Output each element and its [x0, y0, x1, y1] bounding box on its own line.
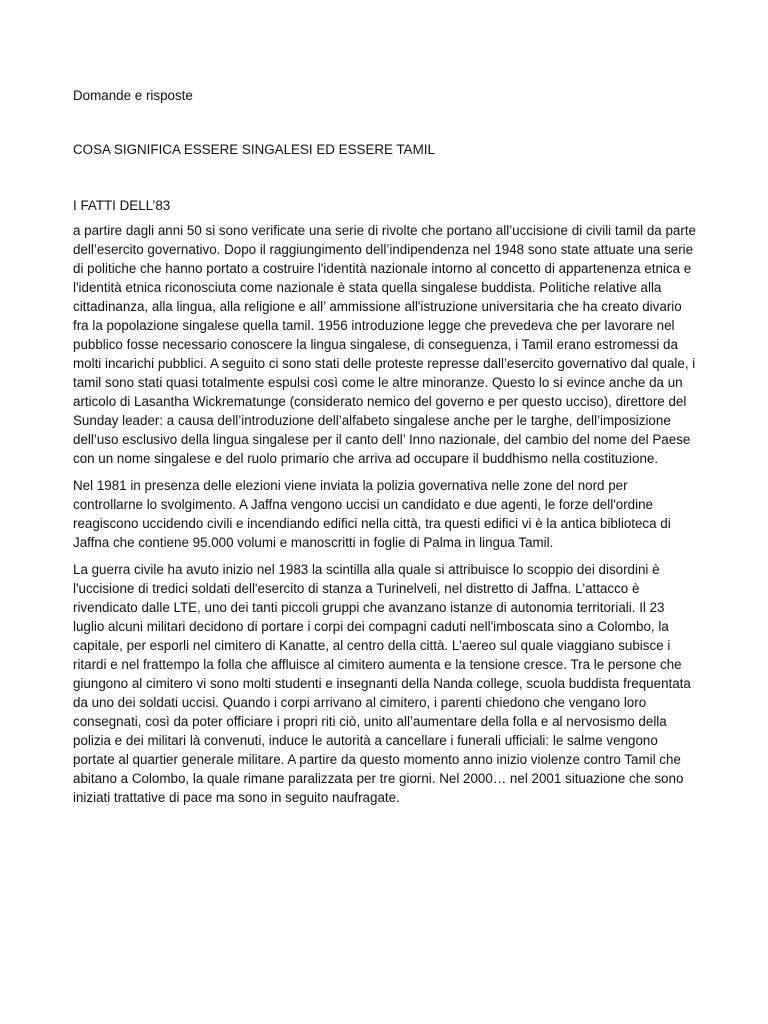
section-title: I FATTI DELL’83: [73, 198, 171, 213]
paragraph-1: a partire dagli anni 50 si sono verificate una serie di rivolte che portano all’uccisione di civili tamil da parte dell’esercito governativo. Dopo il raggiungimento dell’indipendenza nel 1948 sono state attuate una serie di politiche che hanno portato a costruire l'identità nazionale intorno al concetto di appartenenza etnica e l'identità etnica riconosciuta come nazionale è stata quella singalese buddista. Politiche relative alla cittadinanza, alla lingua, alla religione e all’ ammissione all'istruzione universitaria che ha creato divario fra la popolazione singalese quella tamil. 1956 introduzione legge che prevedeva che per lavorare nel pubblico fosse necessario conoscere la lingua singalese, di conseguenza, i Tamil erano estromessi da molti incarichi pubblici. A seguito ci sono stati delle proteste represse dall’esercito governativo dal quale, i tamil sono stati quasi totalmente espulsi così come le altre minoranze. Questo lo si evince anche da un articolo di Lasantha Wickrematunge (considerato nemico del governo e per questo ucciso), direttore del Sunday leader: a causa dell’introduzione dell’alfabeto singalese anche per le targhe, dell’imposizione dell’uso esclusivo della lingua singalese per il canto dell’ Inno nazionale, del cambio del nome del Paese con un nome singalese e del ruolo primario che arriva ad occupare il buddhismo nella costituzione.: [73, 223, 696, 466]
paragraph-3: La guerra civile ha avuto inizio nel 1983 la scintilla alla quale si attribuisce lo scoppio dei disordini è l'uccisione di tredici soldati dell'esercito di stanza a Turinelveli, nel distretto di Jaffna. L'attacco è rivendicato dalle LTE, uno dei tanti piccoli gruppi che avanzano istanze di autonomia territoriali. Il 23 luglio alcuni militari decidono di portare i corpi dei compagni caduti nell'imboscata sino a Colombo, la capitale, per esporli nel cimitero di Kanatte, al centro della città. L'aereo sul quale viaggiano subisce i ritardi e nel frattempo la folla che affluisce al cimitero aumenta e la tensione cresce. Tra le persone che giungono al cimitero vi sono molti studenti e insegnanti della Nanda college, scuola buddista frequentata da uno dei soldati uccisi. Quando i corpi arrivano al cimitero, i parenti chiedono che vengano loro consegnati, così da poter officiare i propri riti ciò, unito all’aumentare della folla e al nervosismo della polizia e dei militari là convenuti, induce le autorità a cancellare i funerali ufficiali: le salme vengono portate al quartier generale militare. A partire da questo momento anno inizio violenze contro Tamil che abitano a Colombo, la quale rimane paralizzata per tre giorni. Nel 2000… nel 2001 situazione che sono iniziati trattative di pace ma sono in seguito naufragate.: [73, 562, 691, 805]
qa-heading: Domande e risposte: [73, 88, 193, 103]
document-page: [73, 86, 698, 815]
main-title: COSA SIGNIFICA ESSERE SINGALESI ED ESSERE TAMIL: [73, 142, 435, 157]
paragraph-2: Nel 1981 in presenza delle elezioni viene inviata la polizia governativa nelle zone del nord per controllarne lo svolgimento. A Jaffna vengono uccisi un candidato e due agenti, le forze dell'ordine reagiscono uccidendo civili e incendiando edifici nella città, tra questi edifici vi è la antica biblioteca di Jaffna che contiene 95.000 volumi e manoscritti in foglie di Palma in lingua Tamil.: [73, 478, 671, 550]
